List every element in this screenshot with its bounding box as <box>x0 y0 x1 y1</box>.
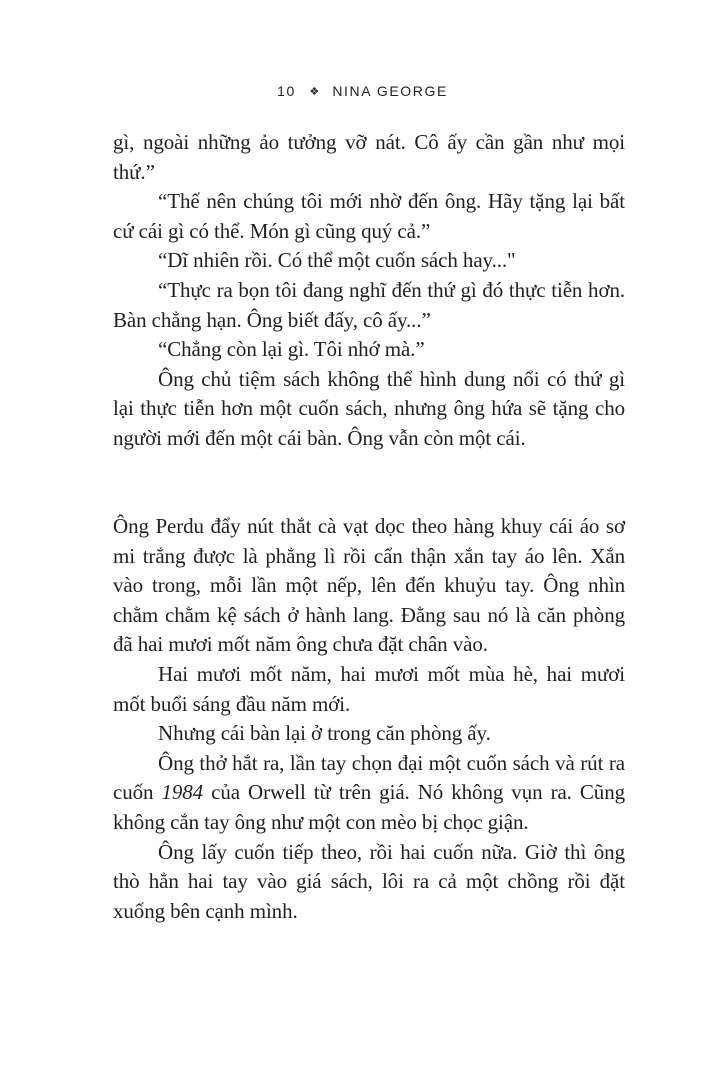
text-section-1 <box>113 128 625 454</box>
paragraph-text: Ông thở hắt ra, lần tay chọn đại một cuốn sách và rút ra cuốn <box>113 750 625 805</box>
ornament-icon: ❖ <box>309 86 321 98</box>
text-section-2 <box>113 512 625 926</box>
paragraph-text: của Orwell từ trên giá. Nó không vụn ra. Cũng không cắn tay ông như một con mèo bị chọc giận. <box>113 780 625 834</box>
paragraph: “Chẳng còn lại gì. Tôi nhớ mà.” <box>158 337 425 362</box>
author-name: NINA GEORGE <box>332 83 448 99</box>
book-title: 1984 <box>161 780 204 805</box>
paragraph: “Thế nên chúng tôi mới nhờ đến ông. Hãy tặng lại bất cứ cái gì có thể. Món gì cũng quý cả.” <box>113 189 625 243</box>
paragraph: Ông chủ tiệm sách không thể hình dung nổi có thứ gì lại thực tiễn hơn một cuốn sách, nhưng ông hứa sẽ tặng cho người mới đến một cái bàn. Ông vẫn còn một cái. <box>113 366 625 450</box>
running-header <box>0 81 725 103</box>
paragraph: “Thực ra bọn tôi đang nghĩ đến thứ gì đó thực tiễn hơn. Bàn chẳng hạn. Ông biết đấy, cô ấy...” <box>113 277 625 332</box>
paragraph: “Dĩ nhiên rồi. Có thể một cuốn sách hay..." <box>158 248 516 273</box>
page-number: 10 <box>277 83 296 99</box>
paragraph: Nhưng cái bàn lại ở trong căn phòng ấy. <box>158 721 491 746</box>
paragraph <box>113 749 625 838</box>
paragraph: Hai mươi mốt năm, hai mươi mốt mùa hè, hai mươi mốt buổi sáng đầu năm mới. <box>113 661 625 716</box>
paragraph: gì, ngoài những ảo tưởng vỡ nát. Cô ấy cần gần như mọi thứ.” <box>113 130 625 184</box>
paragraph: Ông Perdu đẩy nút thắt cà vạt dọc theo hàng khuy cái áo sơ mi trắng được là phẳng lì rồi cẩn thận xắn tay áo lên. Xắn vào trong, mỗi lần một nếp, lên đến khuỷu tay. Ông nhìn chằm chằm kệ sách ở hành lang. Đằng sau nó là căn phòng đã hai mươi mốt năm ông chưa đặt chân vào. <box>113 514 625 657</box>
paragraph: Ông lấy cuốn tiếp theo, rồi hai cuốn nữa. Giờ thì ông thò hẳn hai tay vào giá sách, lôi ra cả một chồng rồi đặt xuống bên cạnh mình. <box>113 839 625 923</box>
